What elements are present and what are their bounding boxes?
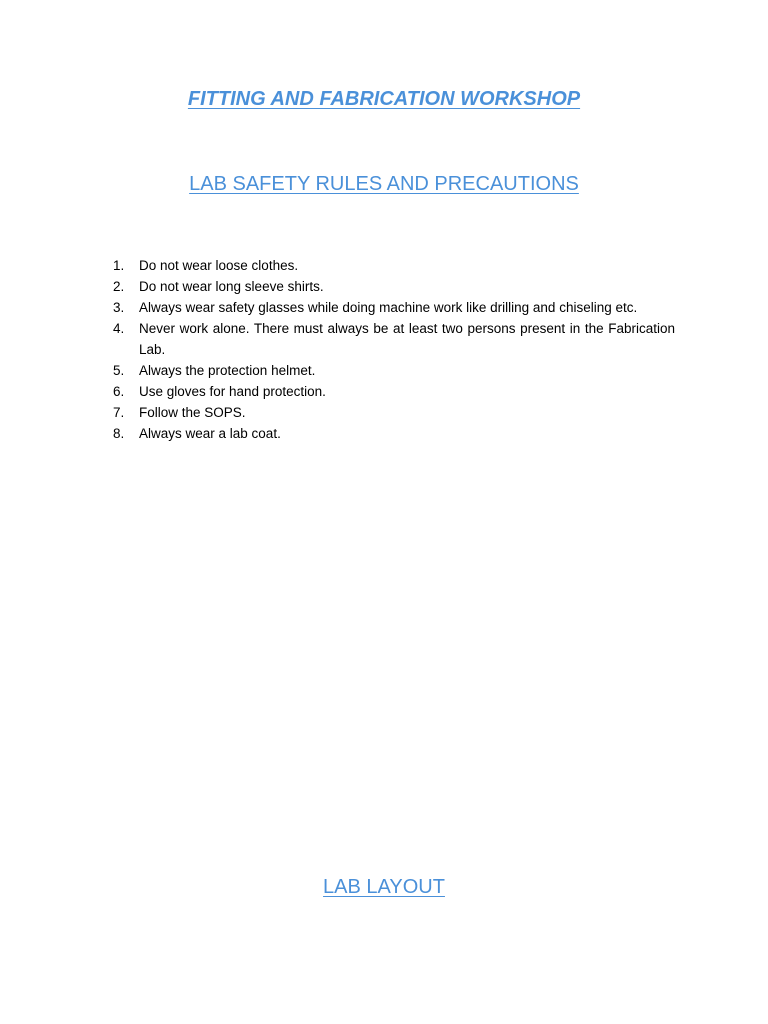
rule-item bbox=[113, 360, 675, 381]
rule-item bbox=[113, 297, 675, 318]
rule-number: 1. bbox=[113, 258, 125, 273]
rule-text: Do not wear loose clothes. bbox=[139, 258, 299, 273]
rule-text: Never work alone. There must always be at least two persons present in the Fabrication Lab. bbox=[139, 321, 675, 357]
rule-number: 4. bbox=[113, 321, 125, 336]
rule-number: 6. bbox=[113, 384, 125, 399]
lab-layout-heading: LAB LAYOUT bbox=[323, 876, 445, 898]
rule-number: 3. bbox=[113, 300, 125, 315]
safety-rules-heading: LAB SAFETY RULES AND PRECAUTIONS bbox=[189, 173, 579, 195]
rule-item bbox=[113, 318, 675, 360]
rule-text: Always wear a lab coat. bbox=[139, 426, 281, 441]
rule-item bbox=[113, 423, 675, 444]
rule-item bbox=[113, 381, 675, 402]
rule-number: 5. bbox=[113, 363, 125, 378]
rule-text: Do not wear long sleeve shirts. bbox=[139, 279, 324, 294]
rule-item bbox=[113, 276, 675, 297]
rule-item bbox=[113, 255, 675, 276]
rule-number: 8. bbox=[113, 426, 125, 441]
rule-text: Use gloves for hand protection. bbox=[139, 384, 326, 399]
document-title: FITTING AND FABRICATION WORKSHOP bbox=[187, 88, 581, 110]
rule-text: Always the protection helmet. bbox=[139, 363, 316, 378]
rule-number: 2. bbox=[113, 279, 125, 294]
safety-rules-list bbox=[113, 255, 675, 444]
rule-text: Follow the SOPS. bbox=[139, 405, 246, 420]
rule-text: Always wear safety glasses while doing machine work like drilling and chiseling etc. bbox=[139, 300, 638, 315]
rule-item bbox=[113, 402, 675, 423]
rule-number: 7. bbox=[113, 405, 125, 420]
